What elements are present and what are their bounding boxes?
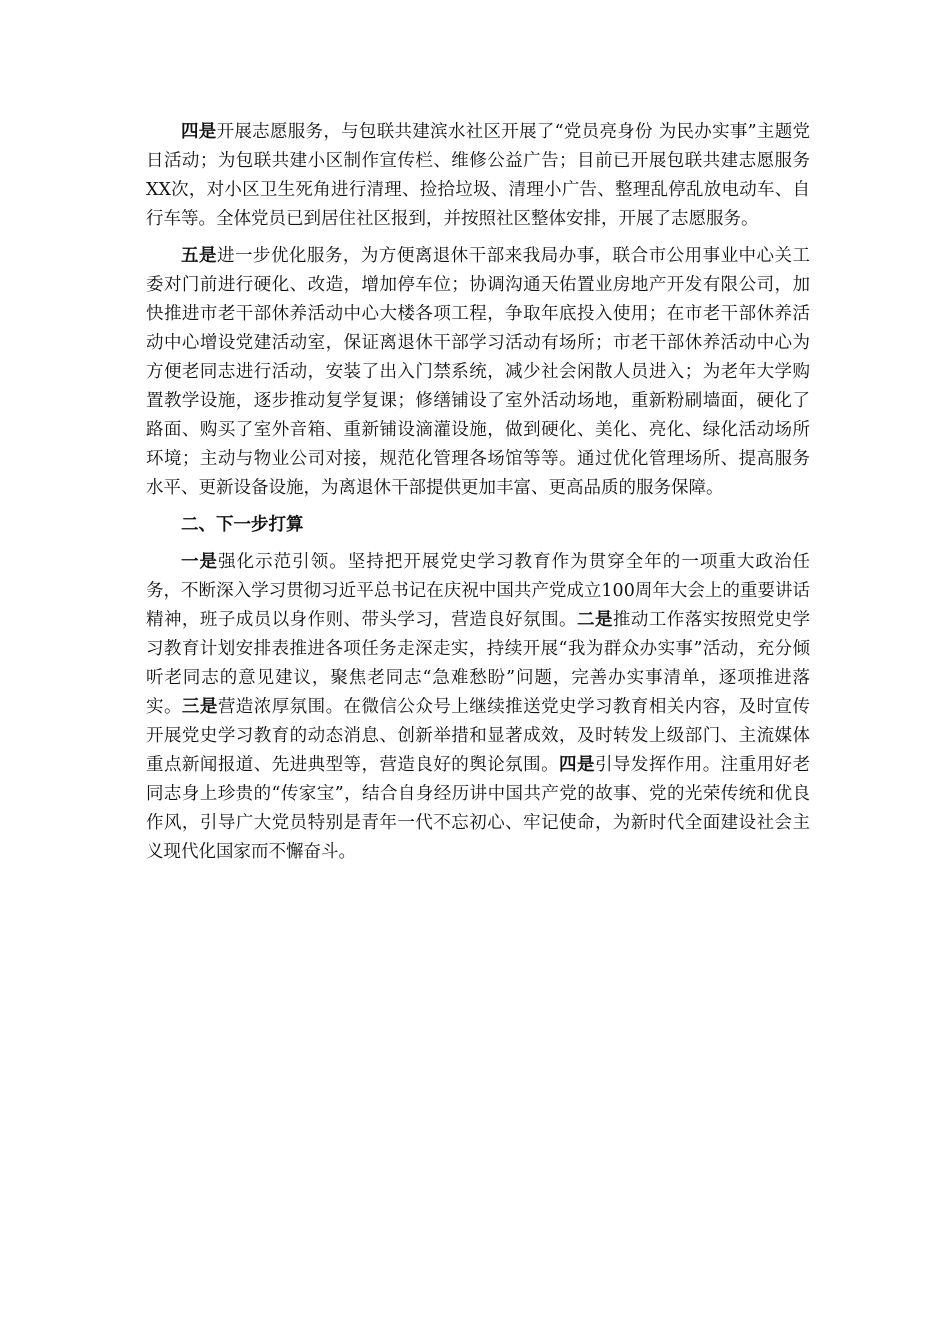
paragraph-lead: 一是 xyxy=(181,552,219,572)
paragraph-optimize-service xyxy=(146,242,810,503)
paragraph-lead: 四是 xyxy=(559,755,595,775)
paragraph-volunteer-service xyxy=(146,118,810,234)
paragraph-lead: 五是 xyxy=(181,246,217,266)
paragraph-text: 强化示范引领。坚持把开展党史学习教育作为贯穿全年的一项重大政治任务，不断深入学习贯彻习近平总书记在庆祝中国共产党成立100周年大会上的重要讲话精神，班子成员以身作则、带头学习，营造良好氛围。 xyxy=(146,552,810,630)
paragraph-text: 营造浓厚氛围。在微信公众号上继续推送党史学习教育相关内容，及时宣传开展党史学习教育的动态消息、创新举措和显著成效，及时转发上级部门、主流媒体重点新闻报道、先进典型等，营造良好的舆论氛围。 xyxy=(146,697,811,775)
paragraph-text: 开展志愿服务，与包联共建滨水社区开展了“党员亮身份 为民办实事”主题党日活动；为包联共建小区制作宣传栏、维修公益广告；目前已开展包联共建志愿服务XX次，对小区卫生死角进行清理、捡拾垃圾、清理小广告、整理乱停乱放电动车、自行车等。全体党员已到居住社区报到，并按照社区整体安排，开展了志愿服务。 xyxy=(146,122,810,229)
paragraph-text: 进一步优化服务，为方便离退休干部来我局办事，联合市公用事业中心关工委对门前进行硬化、改造，增加停车位；协调沟通天佑置业房地产开发有限公司，加快推进市老干部休养活动中心大楼各项工程，争取年底投入使用；在市老干部休养活动中心增设党建活动室，保证离退休干部学习活动有场所；市老干部休养活动中心为方便老同志进行活动，安装了出入门禁系统，减少社会闲散人员进入；为老年大学购置教学设施，逐步推动复学复课；修缮铺设了室外活动场地，重新粉刷墙面，硬化了路面、购买了室外音箱、重新铺设滴灌设施，做到硬化、美化、亮化、绿化活动场所环境；主动与物业公司对接，规范化管理各场馆等等。通过优化管理场所、提高服务水平、更新设备设施，为离退休干部提供更加丰富、更高品质的服务保障。 xyxy=(146,246,811,498)
paragraph-lead: 二是 xyxy=(577,610,613,630)
paragraph-next-steps xyxy=(146,548,810,867)
paragraph-text: 推动工作落实按照党史学习教育计划安排表推进各项任务走深走实，持续开展“我为群众办实事”活动，充分倾听老同志的意见建议，聚焦老同志“急难愁盼”问题，完善办实事清单，逐项推进落实。 xyxy=(146,610,811,717)
document-page xyxy=(146,118,810,867)
paragraph-lead: 四是 xyxy=(181,122,217,142)
paragraph-lead: 三是 xyxy=(181,697,218,717)
paragraph-text: 引导发挥作用。注重用好老同志身上珍贵的“传家宝”，结合自身经历讲中国共产党的故事、党的光荣传统和优良作风，引导广大党员特别是青年一代不忘初心、牢记使命，为新时代全面建设社会主义现代化国家而不懈奋斗。 xyxy=(146,755,811,862)
section-heading: 二、下一步打算 xyxy=(181,515,304,535)
